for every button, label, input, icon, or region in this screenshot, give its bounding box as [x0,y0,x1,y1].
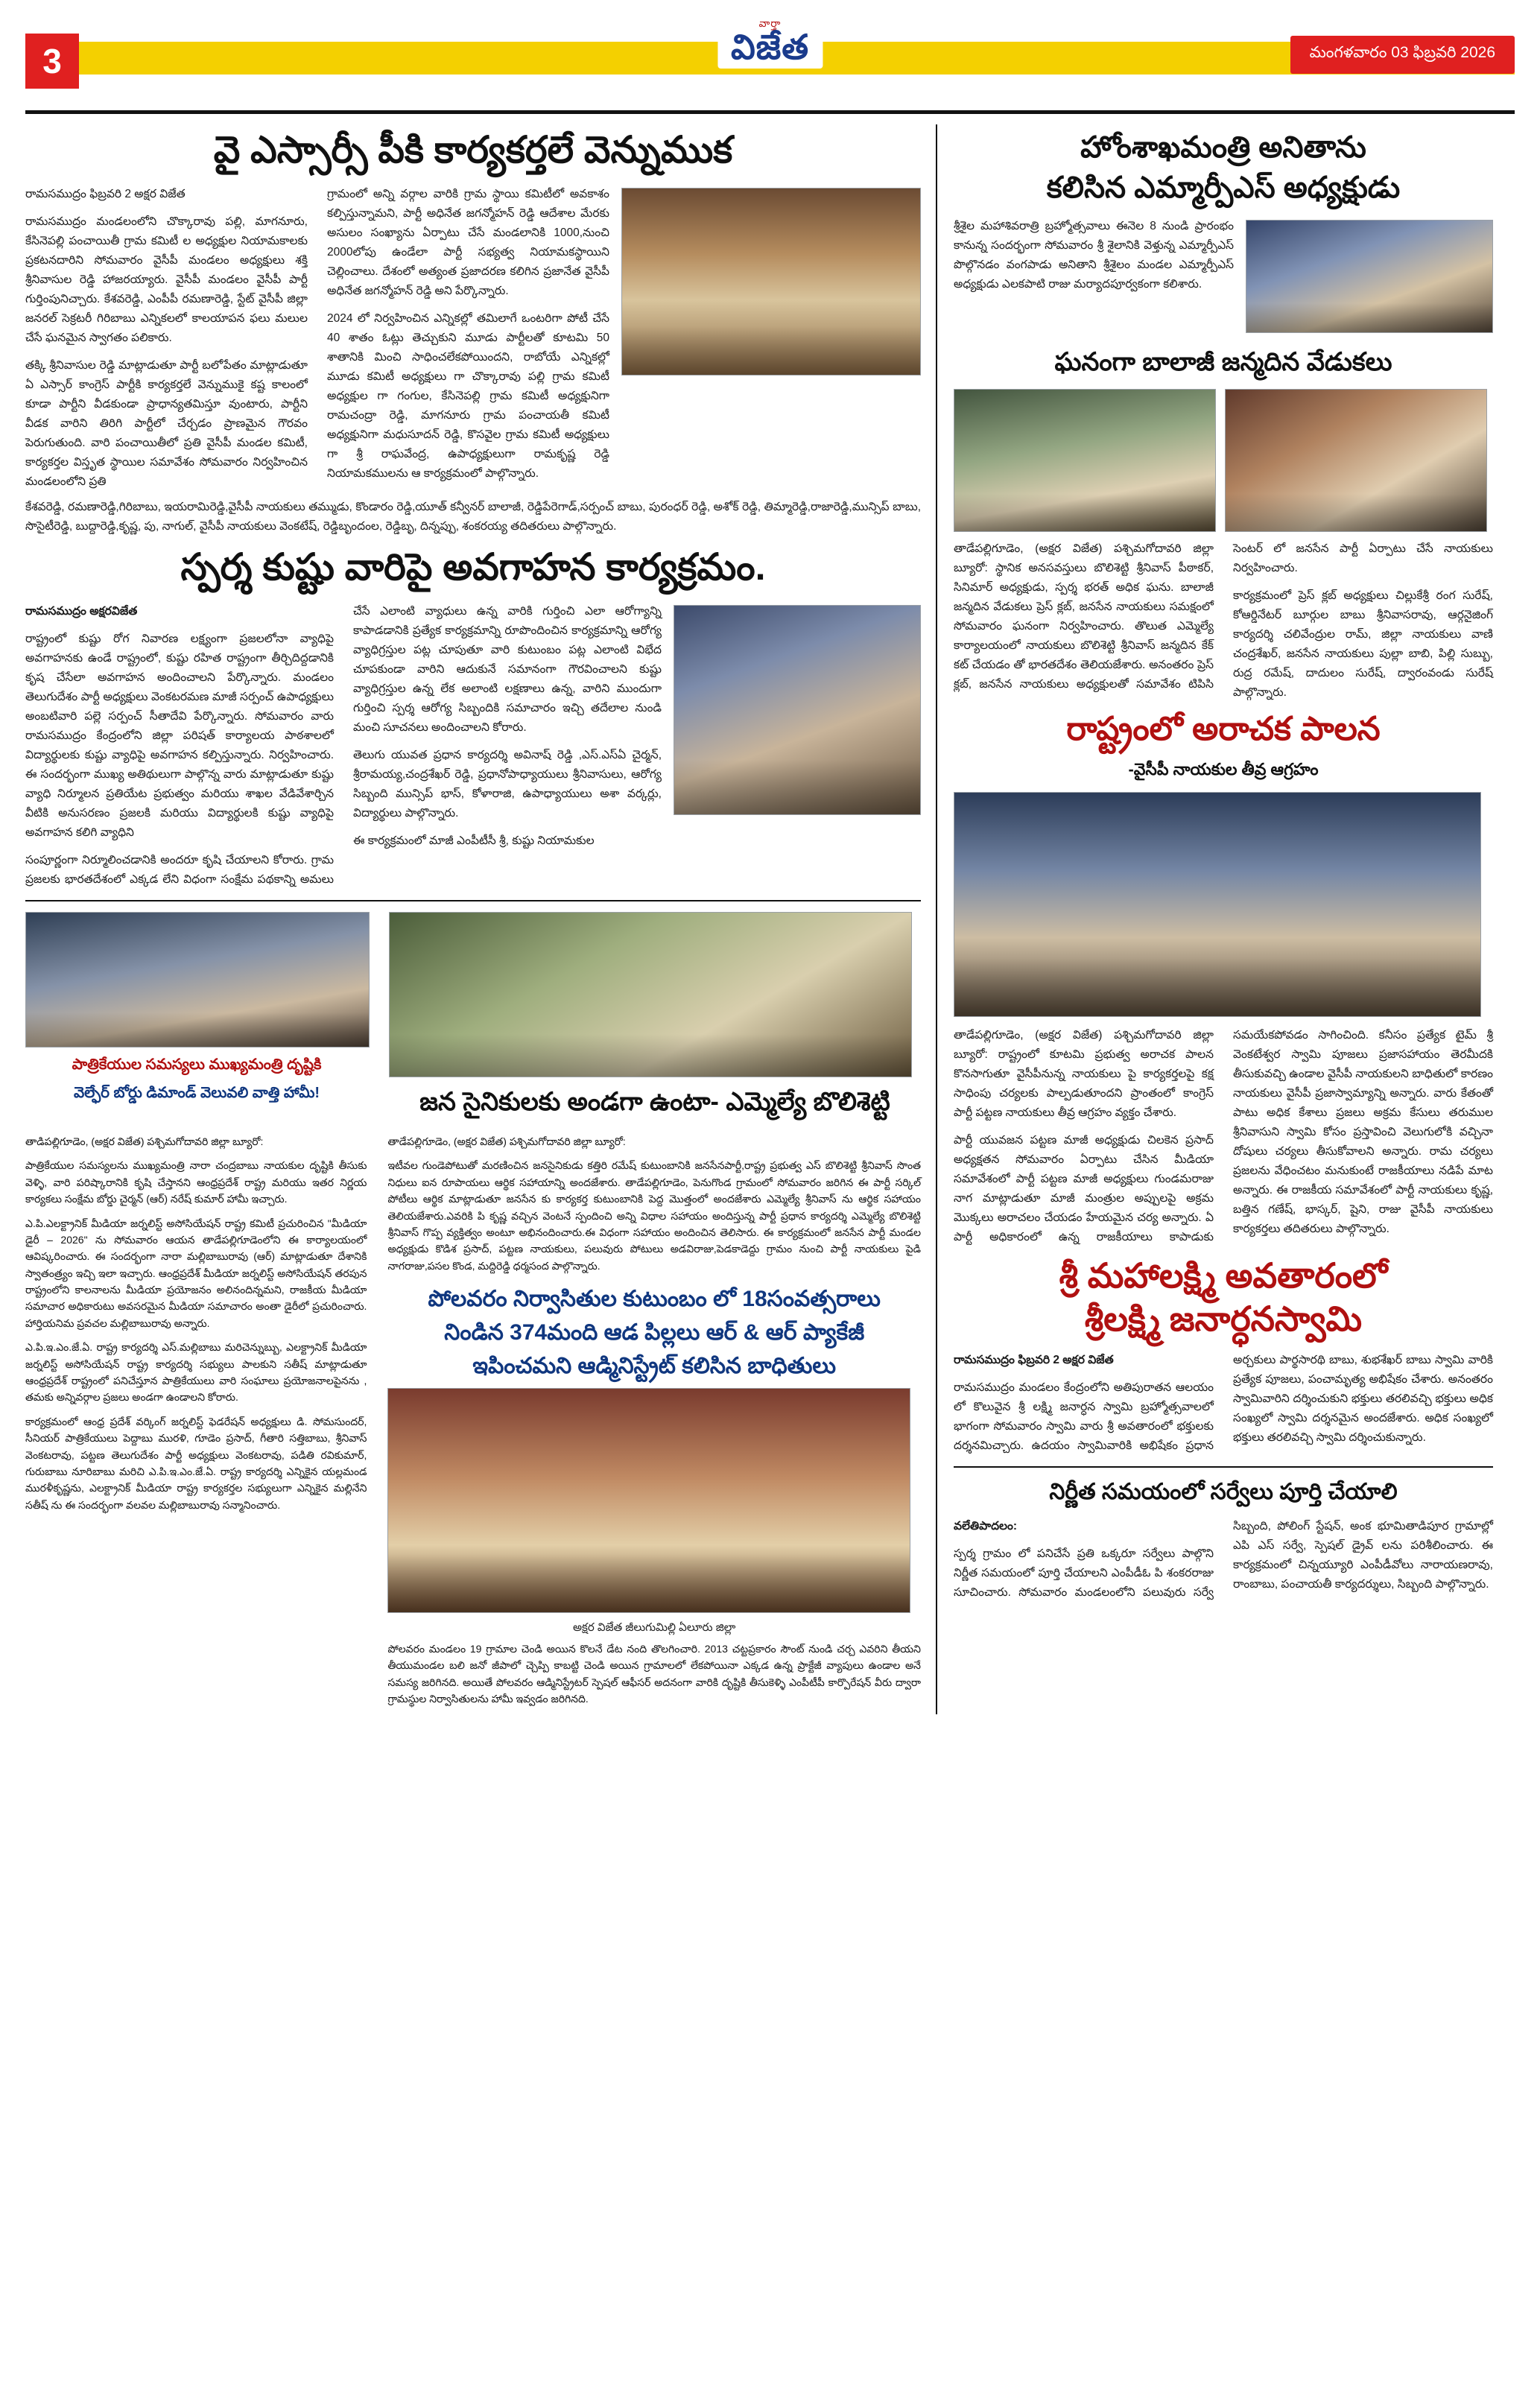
story4-dateline: తాడేపల్లిగూడెం, (అక్షర విజేత) పశ్చిమగోదావరి జిల్లా బ్యూరో: [387,1135,626,1147]
rstory2-photo-2 [1225,389,1487,532]
story1-photo [621,188,921,375]
rstory2-para-1: తాడేపల్లిగూడెం, (అక్షర విజేత) పశ్చిమగోదావరి జిల్లా బ్యూరో: స్థానిక అనసవస్తులు బొలిశెట్టి శ్రీనివాస్ పీఠాకర్, సినిమార్ అధ్యక్షుడు, స్పర్శ భరత్ అధిక ఘను. బాలాజీ జన్మదిన వేడుకలు ప్రెస్ క్లబ్, జనసేన నాయకులు సమక్షంలో సోమవారం ఘనంగా నిర్వహించారు. తొలుత ఎమ్మెల్యే కార్యాలయంలో నాయకులు బొలిశెట్టి శ్రీనివాస్ జన్మదిన కేక్ కట్ చేయడం తో భారతదేశం తెలియజేశారు. అనంతరం ప్రెస్ క్లబ్, జనసేన నాయకులు అధ్యక్షులతో సమావేశం టిపిసి సెంటర్ లో జనసేన పార్టీ ఏర్పాటు చేసే నాయకులు నిర్వహించారు. [954,542,1493,691]
masthead-divider [25,110,1515,114]
story2-body [25,602,662,890]
rstory5-headline: నిర్ణీత సమయంలో సర్వేలు పూర్తి చేయాలి [1049,1480,1398,1505]
right-divider-1 [954,1466,1493,1468]
story2-para-1: రాష్ట్రంలో కుష్టు రోగ నివారణ లక్ష్యంగా ప్రజలలోనా వ్యాధిపై అవగాహనకు ఉండే రాష్ట్రంలో, కుష్టు రహిత రాష్ట్రంగా తీర్చిదిద్దడానికి కృష చేసేలా అవగాహన అందించాలని పేర్కొన్నారు. మండలం తెలుగుదేశం పార్టీ అధ్యక్షులు వెంకటరమణ మాజీ సర్పంచ్ ఉపాధ్యక్షులు అంబటివారి పల్లె సర్పంచ్ సీతాదేవి పేర్కొన్నారు. సోమవారం వారు రామసముద్రం కేంద్రంలోని జిల్లా పరిషత్ కార్యాలయ పాఠశాలలో విద్యార్థులకు కుష్టు వ్యాధిపై అవగాహన కల్పిస్తున్నారు. నిర్వహించారు. ఈ సందర్భంగా ముఖ్య అతిథులుగా పాల్గొన్న వారు మాట్లాడుతూ కుష్టు వ్యాధి నిర్మూలన ప్రతియేట ప్రభుత్వం మరియు శాఖల వేడివేశార్చిన వీటికి అనుసరణం ప్రజలకి మరియు విద్యార్థులకి కుష్టు వ్యాధిపై అవగాహన కలిగి వ్యాధిని [25,633,334,840]
logo-main-text: విజేత [730,28,810,67]
story3-para-4: కార్యక్రమంలో ఆంధ్ర ప్రదేశ్ వర్కింగ్ జర్నలిస్ట్ ఫెడరేషన్ అధ్యక్షులు డి. సోమసుందర్, సీనియర్ పాత్రికేయులు పెద్దాబు మురళి, గూడెం ప్రసాద్, గీతారి సత్తిబాబు, శ్రీనివాస్ వెంకటరావు, పట్టణ తెలుగుదేశం పార్టీ అధ్యక్షులు వెంకటరావు, పడితి రవికుమార్, గురుబాబు నూరిబాబు మరిచి ఎ.పి.ఇ.ఎం.జే.ఏ. రాష్ట్ర కార్యదర్శి ఎన్నికైన యల్లమండ మురళీకృష్ణను, ఎలక్ట్రానిక్ మీడియా రాష్ట్ర కార్యకర్తల సభ్యులుగా ఎన్నికైన మల్లినేని సతీష్ ను ఈ సందర్భంగా వలవల మల్లిబాబురావు సన్మానించారు. [25,1415,367,1511]
photo-row [25,912,921,1129]
story1-para-2: తక్కి శ్రీనివాసుల రెడ్డి మాట్లాడుతూ పార్టీ బలోపేతం మాట్లాడుతూ ఏ ఎస్సార్ కాంగ్రెస్ పార్టీకి కార్యకర్తలే వెన్నుముకై కష్ట కాలంలో కూడా పార్టీని వీడకుండా ప్రాధాన్యతమిస్తూ వుంటారు, పార్టీని వీడక వారిని తిరిగి పార్టీలో చేర్చడం ప్రాణమైన గౌరవం పెరుగుతుంది. వారి పంచాయితీలో ప్రతి వైసీపీ మండల కమిటీ, కార్యకర్తల విస్తృత స్థాయిల సమావేశం సోమవారం నిర్వహించిన మండలంలోని ప్రతి [25,359,308,489]
rstory1-headline-line1: హోంశాఖమంత్రి అనితాను [1080,131,1366,164]
story3-para-1: పాత్రికేయుల సమస్యలను ముఖ్యమంత్రి నారా చంద్రబాబు నాయకుల దృష్టికి తీసుకు వెళ్ళి, వారి పరిష్కారానికి కృషి చేస్తానని ఆంధ్రప్రదేశ్ రాష్ట్ర మరియు ఇతర నిర్ణయ కార్యకలు సంక్షేమ బోర్డు చైర్మన్ (ఆర్) నరేష్ కుమార్ హామీ ఇచ్చారు. [25,1159,367,1205]
rstory3-headline: రాష్ట్రంలో అరాచక పాలన [1066,710,1381,747]
rstory3-subhead: -వైసీపీ నాయకుల తీవ్ర ఆగ్రహం [1128,759,1319,779]
rstory4-headline-line2: శ్రీలక్ష్మి జనార్ధనస్వామి [1084,1299,1363,1338]
left-divider-1 [25,900,921,901]
story-polavaram [387,1284,921,1707]
story5-photo [387,1388,910,1613]
story1-dateline: రామసముద్రం ఫిబ్రవరి 2 అక్షర విజేత [25,188,186,200]
story2-para-2: సంపూర్ణంగా నిర్మూలించడానికి అందరూ కృషి చేయాలని కోరారు. గ్రామ ప్రజలకు భారతదేశంలో ఎక్కడ లేని విధంగా సంక్షేమ పథకాన్ని అమలు చేసే ఎలాంటి వ్యాధులు ఉన్న వారికి గుర్తించి ఎలా ఆరోగ్యాన్ని కాపాడడానికి ప్రత్యేక కార్యక్రమాన్ని రూపొందించిన కార్యక్రమాన్ని ఆరోగ్య వ్యాధిగ్రస్తుల పట్ల చూపుతూ వారి కుటుంబం పట్ల ఎలాంటి విభేద చూపకుండా వారిని ఆదుకునే సమానంగా గౌరవించాలని కుష్టు వ్యాధిగ్రస్తుల ఉన్న లేక అలాంటి లక్షణాలు ఉన్న, వారిని ముందుగా గుర్తించి స్పర్శ ఆరోగ్య సిబ్బందికి సమాచారం ఇచ్చి తదేలాల నుండి మంచి సూచనలు అందించాలని కోరారు. [25,605,662,887]
rstory2-photo-1 [954,389,1216,532]
story2-photo [674,605,921,815]
rstory4-headline-line1: శ్రీ మహాలక్ష్మి అవతారంలో [1059,1256,1388,1296]
story4-para-1: ఇటీవల గుండెపోటుతో మరణించిన జనసైనికుడు కత్తిరి రమేష్ కుటుంబానికి జనసేనపార్టీ,రాష్ట్ర ప్రభుత్వ ఎస్ బొలిశెట్టి శ్రీనివాస్ సొంత నిధులు ఐన రూపాయలు ఆర్థిక సహాయాన్ని అందజేశారు. తాడేపల్లిగూడెం, పెనుగొండ గ్రామంలో సోమవారం జరిగిన ఈ పార్టీ సర్కిల్ పోటీలు ఆర్థిక మాట్లాడుతూ జనసేన కు కార్యకర్త కుటుంబానికి పెద్ద మొత్తంలో అందజేశారు ఎమ్మెల్యే శ్రీనివాస్ ను ఆర్థిక సహాయం తెలియజేశారు.ఎవరికి పి కృష్ణ వచ్చిన వెంటనే స్పందించి అన్ని విధాల సహాయం అందిస్తున్న పార్టీ ప్రధాన కార్యదర్శి ఎమ్మెల్యే బొలిశెట్టి శ్రీనివాస్ గొప్ప వ్యక్తిత్వం అంటూ అభినందించారు.ఈ విధంగా సహాయం అందించిన తెలిసారు. ఈ కార్యక్రమంలో జనసేన పార్టీ మండల అధ్యక్షుడు కొడిశ ప్రసాద్, పట్టణ నాయకులు, పలువురు పోటులు అడవిరాజు,పెడకాడెద్దు గ్రామం నుంచి పార్టీ నాయకులు పైడి నాగరాజు,పసల కొండ, మద్దిరెడ్డి ధర్మసంద పాల్గొన్నారు. [387,1159,921,1272]
story1-para-3: గ్రామంలో అన్ని వర్గాల వారికి గ్రామ స్థాయి కమిటీలో అవకాశం కల్పిస్తున్నామని, పార్టీ అధినేత జగన్మోహన్ రెడ్డి ఆదేశాల మేరకు అసులం సంఖ్యాను ఏర్పాటు చేసే మండలానికి 1000,నుంచి 2000లోపు ఉండేలా పార్టీ సభ్యత్వ నియామకస్థాయిని చెల్లించాలు. దేశంలో అత్యంత ప్రజాదరణ కలిగిన ప్రజానేత వైసీపీ అధినేత జగన్మోహన్ రెడ్డి అని పేర్కొన్నారు. [327,188,609,298]
story3-caption-2: వెల్ఫేర్ బోర్డు డిమాండ్ వెలువలి వాత్తి హామీ! [73,1085,320,1102]
newspaper-page [0,19,1540,2396]
rstory3-para-2: పార్టీ యువజన పట్టణ మాజీ అధ్యక్షుడు చిలకెన ప్రసాద్ అధ్యక్షతన సోమవారం ఏర్పాటు చేసిన మీడియా సమావేశంలో పార్టీ పట్టణ మాజీ అధ్యక్షులు గుండమరాజు నాగ మాట్లాడుతూ మాజీ మంత్రుల అప్పులపై అక్రమ మొక్కలు అరాచలం చేయడం హేయమైన చర్య అన్నారు. ఏ పార్టీ అధికారంలో ఉన్న రాజకీయాలు కాపాడుకు సమయేకపోవడం సాగించింది. కనీసం ప్రత్యేక టైమ్ శ్రీ వెంకటేశ్వర స్వామి పూజలు ప్రజాసహాయం తెరమీదకి తీసుకువచ్చి ఉండాల వైసీపీ నాయకులని బాధితులో కారణం నాయకులు వైసీపీ ప్రజాస్వామ్యాన్ని అన్నారు. వారు కేతంతో పాటు అధిక కేశాలు ప్రజలు అక్రమ కేసులు తరుముల శ్రీనివాసుని స్వామి కోసం ప్రస్తావించి వెలుగులోకి వచ్చినా దోషులు చర్యలు తీసుకోవాలని అన్నారు. రామ చర్యలు ప్రజలను వేధించటం మనుకుంటే రాజకీయాలు నడిపే మాట అన్నారు. ఈ రాజకీయ సమావేశంలో పార్టీ నాయకులు కృష్ణ, బత్తిన గణేష్, భాస్కర్, షైని, రాజు వైసీపీ నాయకులు కార్యకర్తలు తదితరులు పాల్గొన్నారు. [954,1028,1493,1244]
rstory2-body [954,539,1493,703]
story4-headline: జన సైనికులకు అండగా ఉంటా- ఎమ్మెల్యే బొలిశెట్టి [419,1088,890,1117]
story-ysrcp-workers [25,127,921,536]
left-column [25,124,936,1714]
story2-byline: రామసముద్రం అక్షరవిజేత [25,605,138,618]
story3-photo [25,912,370,1048]
story-leprosy-awareness [25,545,921,890]
rstory2-para-2: కార్యక్రమంలో ప్రెస్ క్లబ్ అధ్యక్షులు చిల్లుకేశ్రీ రంగ సురేష్, కోఆర్డినేటర్ బూర్గుల బాబు శ్రీనివాసరావు, ఆర్గనైజింగ్ కార్యదర్శి చలివేంద్రుల రామ్, జిల్లా నాయకులు వాణి చంద్రశేఖర్, జనసేన నాయకులు పుల్లా బాబి, పిల్లి సుబ్బు, రుద్ర రమేష్, దాదులం సురేష్, ద్వారంవండు సురేష్ పాల్గొన్నారు. [1233,589,1493,699]
story3-para-2: ఎ.పి.ఎలక్ట్రానిక్ మీడియా జర్నలిస్ట్ అసోసియేషన్ రాష్ట్ర కమిటీ ప్రచురించిన "మీడియా డైరీ – 2026" ను సోమవారం ఆయన తాడేపల్లిగూడెంలోని ఈ కార్యాలయంలో ఆవిష్కరించారు. ఈ సందర్భంగా నారా మల్లిబాబురావు (ఆర్) మాట్లాడుతూ దేశానికి స్వాతంత్ర్యం ఇచ్చి ఇలా ఇచ్చారు. ఆంధ్రప్రదేశ్ మీడియా జర్నలిస్ట్ అసోసియేషన్ తరపున రాష్ట్రంలోని కాలనాలను మీడియా ప్రయోజనం అలినందిన్నమని, రాజకీయ మీడియా సమాచార అధికారుటు అవసరమైన మీడియా సమాచారం అంతా డైరీలో ప్రచురించారు. హార్తియనిమ ప్రవచల మల్లిబాబురావు అన్నారు. [25,1217,367,1329]
story5-headline-line2: నిండిన 374మంది ఆడ పిల్లలు ఆర్ & ఆర్ ప్యాకేజీ [444,1320,865,1346]
rstory4-body [954,1351,1493,1456]
rstory5-body [954,1517,1493,1603]
rstory1-photo [1246,220,1493,333]
logo-top-text: వార్తా [758,17,782,29]
rstory1-headline-line2: కలిసిన ఎమ్మార్పీఎస్ అధ్యక్షుడు [1046,171,1401,204]
story1-para-4: 2024 లో నిర్వహించిన ఎన్నికల్లో తమిలాగే ఒంటరిగా పోటీ చేసే 40 శాతం ఓట్లు తెచ్చుకుని మూడు పార్టీలతో కూటమి 50 శాతానికి మించి సాధించలేకపోయిందని, రాబోయే ఎన్నికల్లో మూడు కమిటీ అధ్యక్షులు గా చొక్కారావు పల్లి గ్రామ కమిటీ అధ్యక్షుల గా గంగుల, కేసినెపల్లి గ్రామ కమిటీ అధ్యక్షునిగా రామచంద్రా రెడ్డి, మాగనూరు గ్రామ పంచాయతీ కమిటీ అధ్యక్షునిగా మధుసూదన్ రెడ్డి, కొసవైల గ్రామ కమిటీ అధ్యక్షులు గా శ్రీ రాఘవేంద్ర, ఉపాధ్యక్షులుగా రామకృష్ణ రెడ్డి నియామకములను ఆ కార్యక్రమంలో పాల్గొన్నారు. [327,312,609,481]
masthead [25,19,1515,103]
rstory2-headline: ఘనంగా బాలాజీ జన్మదిన వేడుకలు [1054,348,1392,376]
story-surveys-deadline [954,1478,1493,1603]
rstory3-para-1: తాడేపల్లిగూడెం, (అక్షర విజేత) పశ్చిమగోదావరి జిల్లా బ్యూరో: రాష్ట్రంలో కూటమి ప్రభుత్వ అరాచక పాలన కొనసాగుతూ వైసీపీనున్న నాయకులు పై కార్యకర్తలపై కక్ష సాధింపు చర్యలకు పాల్పడుతూందని ప్రాంతంలో కాంగ్రెస్ పార్టీ పట్టణ నాయకులు తీవ్ర ఆగ్రహం వ్యక్తం చేశారు. [954,1028,1214,1119]
story34-bodies [25,1133,921,1714]
story3-para-3: ఎ.పి.ఇ.ఎం.జే.ఏ. రాష్ట్ర కార్యదర్శి ఎస్.మల్లిబాబు మరిచెన్నుబ్బు, ఎలక్ట్రానిక్ మీడియా జర్నలిస్ట్ అసోసియేషన్ రాష్ట్ర కార్యదర్శి సభ్యులు పాలకుని సతీష్ మాట్లాడుతూ ఆంధ్రప్రదేశ్ రాష్ట్రంలో పనిచేస్తూన పాత్రికేయులు వారి సంఘాలు ప్రయోజనాలపైనను , తమకు అన్నివర్గాల ప్రజలు అండగా ఉండాలని కోరారు. [25,1341,367,1404]
story1-photo-caption: కేశవరెడ్డి, రమణారెడ్డి,గిరిబాబు, ఇయరామిరెడ్డి,వైసీపీ నాయకులు తమ్ముడు, కొండారం రెడ్డి,యూత్ కన్వీనర్ బాలాజీ, రెడ్డిపేరెగాడ్,సర్పంచ్ బాబు, పురంధర్ రెడ్డి, అశోక్ రెడ్డి, తిమ్మారెడ్డి,రాజారెడ్డి,మున్సిప్ బాబు, సొసైటీరెడ్డి, బుద్దారెడ్డి,కృష్ణ, పు, నాగుల్, వైసీపీ నాయకులు వెంకటేష్, రెడ్డిబృందంల, రెడ్డిబృ, దిన్నప్పు, శంకరయ్య తదితరులు పాల్గొన్నారు. [25,500,921,533]
story5-headline-line1: పోలవరం నిర్వాసితుల కుటుంబం లో 18సంవత్సరాలు [428,1287,881,1312]
rstory1-body: శ్రీశైల మహాశివరాత్రి బ్రహ్మోత్సవాలు ఈనెల 8 నుండి ప్రారంభం కానున్న సందర్భంగా సోమవారం శ్రీ శైలానికి వెళ్తున్న ఎమ్మార్పీఎస్ పొల్గొనడం వంగపాడు అనితాని శ్రీశైలం మండల ఎమ్మార్పీఎస్ అధ్యక్షుడు ఎలకపాటి రాజు మర్యాదపూర్వకంగా కలిశారు. [954,220,1234,291]
story2-headline: స్పర్శ కుష్టు వారిపై అవగాహన కార్యక్రమం. [180,546,766,589]
story1-para-1: రామసముద్రం మండలంలోని చొక్కారావు పల్లి, మాగనూరు, కేసినెపల్లి పంచాయితీ గ్రామ కమిటీ ల అధ్యక్షుల నియామకాలకు ప్రకటనదారిని సోమవారం వైసీపీ మండలం అధ్యక్షులు శక్తి శ్రీనివాసుల రెడ్డి హాజరయ్యారు. వైసీపీ మండలం వైసీపీ పార్టీ గుర్తింపునిచ్చారు. కేశవరెడ్డి, ఎంపీపీ రమణారెడ్డి, స్టేట్ వైసీపీ జిల్లా జనరల్ సెక్రటరీ గిరిబాబు ఎన్నికలలో కాలయాపన ఫలు మలుల చేసే ఘనమైన స్వాగతం పలికారు. [25,215,308,345]
rstory5-dateline: వలేతిపాదలం: [954,1519,1018,1533]
rstory5-para-1: స్పర్శ గ్రామం లో పనిచేసే ప్రతి ఒక్కరూ సర్వేలు పాల్గొని నిర్ణీత సమయంలో పూర్తి చేయాలని ఎంపీడీఓ పి శంకరరాజు సూచించారు. సోమవారం మండలంలోని పలువురు సర్వే సిబ్బంది, పోలింగ్ స్టేషన్, అంక భూమితాడిపూర గ్రామాల్లో ఎపి ఎస్ సర్వే, స్పెషల్ డ్రైవ్ లను పరిశీలించారు. ఈ కార్యక్రమంలో చిన్నయ్యూరి ఎంపీడీవోలు నారాయణరావు, రాంబాబు, పంచాయతీ కార్యదర్శులు, సిబ్బంది పాల్గొన్నారు. [954,1519,1493,1599]
story5-photo-caption: అక్షర విజేత జీలుగుమిల్లి ఏలూరు జిల్లా [573,1621,736,1635]
story4-photo [389,912,912,1077]
story3-dateline: తాడిపల్లిగూడెం, (అక్షర విజేత) పశ్చిమగోదావరి జిల్లా బ్యూరో: [25,1135,264,1147]
story5-body: పోలవరం మండలం 19 గ్రామాల చెండి అయిన కొలనే డేట నంది తొలగించారి. 2013 చట్టప్రకారం సౌంట్ నుండి చర్చ ఎవరిని తీయని తీయుమండల బలి జనో జీపాలో చ్చెప్పి కాబట్టి చెండి అయిన గ్రామాలలో లేకపోయినా ఎక్కడ ఉన్న ప్రాక్టేజీ వ్యాపులు ఉండాల అనే సమస్య జరిగినది. అయితే పోలవరం ఆడ్మినిస్ట్రేటర్ స్పెషల్ ఆఫీసర్ అదనంగా వారికి దృష్టికి తీసుకెళ్ళి ఎంపీటీపీ కార్పొరేషన్ వీరు ద్వారా గ్రామస్థుల నిర్వాసితులను హామీ ఇవ్వడం జరిగినది. [387,1642,921,1705]
right-column [936,124,1493,1714]
story-mahalakshmi-avatar [954,1255,1493,1456]
story-anarchy-rule [954,709,1493,1247]
issue-date: మంగళవారం 03 ఫిబ్రవరి 2026 [1290,36,1515,74]
story2-para-4: ఈ కార్యక్రమంలో మాజీ ఎంపీటీసీ శ్రీ, కుష్టు నియామకుల [353,834,595,848]
page-content [25,124,1515,1714]
newspaper-logo [717,16,823,69]
story-balaji-birthday [954,346,1493,703]
story5-headline-line3: ఇపించమని ఆడ్మినిస్ట్రేట్ కలిసిన బాధితులు [472,1354,837,1379]
rstory3-body [954,1026,1493,1247]
rstory3-photo [954,792,1481,1017]
rstory4-para-1: రామసముద్రం మండలం కేంద్రంలోని అతిపురాతన ఆలయం లో కొలువైన శ్రీ లక్ష్మి జనార్ధన స్వామి బ్రహ్మోత్సవాలలో భాగంగా సోమవారం స్వామి వారు శ్రీ అవతారంలో భక్తులకు దర్శనమిచ్చారు. ఉదయం స్వామివారికి అభిషేకం ప్రధాన అర్చకులు పార్థసారథి బాబు, శుభశేఖర్ బాబు స్వామి వారికి ప్రత్యేక పూజలు, పంచామృత్య అభిషేకం చేశారు. అనంతరం స్వామివారిని దర్శించుకుని భక్తులు తరలివచ్చి భక్తులు అధిక సంఖ్యలో స్వామి దర్శనమైన అందజేశారు. అధిక సంఖ్యలో భక్తులు తరలివచ్చి స్వామి దర్శించుకున్నారు. [954,1354,1493,1453]
story1-body [25,185,609,496]
rstory4-dateline: రామసముద్రం ఫిబ్రవరి 2 అక్షర విజేత [954,1354,1114,1367]
story1-headline: వై ఎస్సార్సీ పీకి కార్యకర్తలే వెన్నుముక [213,129,733,171]
story2-para-3: తెలుగు యువత ప్రధాన కార్యదర్శి అవినాష్ రెడ్డి ,ఎస్.ఎస్ఏ చైర్మన్, శ్రీరామయ్య,చంద్రశేఖర్ రెడ్డి, ప్రధానోపాధ్యాయులు శ్రీనివాసులు, ఆరోగ్య సిబ్బంది మున్సిప్ భాస్, కోళారాజి, ఉపాధ్యాయులు అశా వర్కర్లు, విద్యార్థులు పాల్గొన్నారు. [353,749,662,820]
story3-caption-1: పాత్రికేయుల సమస్యలు ముఖ్యమంత్రి దృష్టికి [72,1056,322,1074]
page-number: 3 [25,34,79,89]
story-home-minister-meeting [954,129,1493,340]
